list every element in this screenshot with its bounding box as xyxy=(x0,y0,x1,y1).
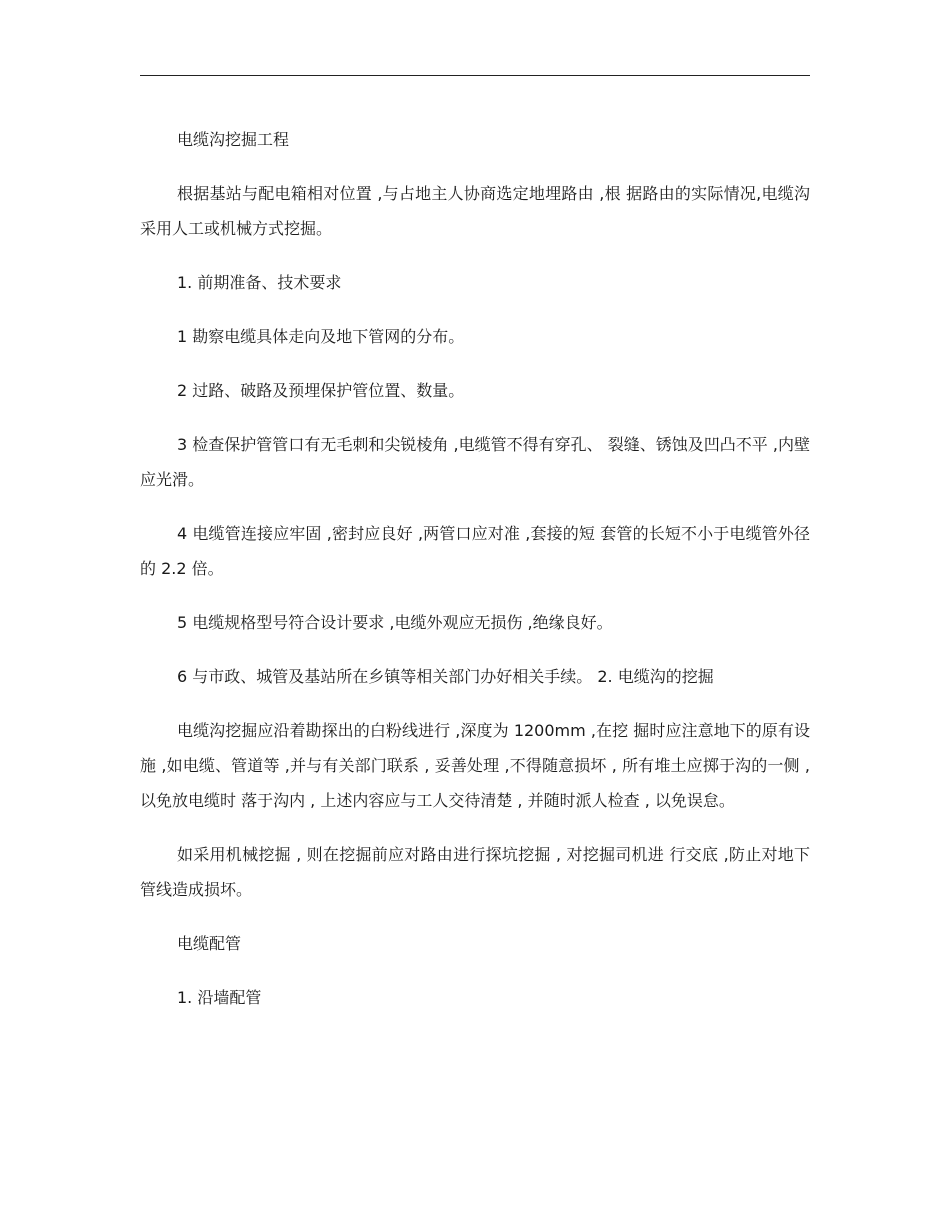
header-rule xyxy=(140,75,810,76)
list-item-4: 4 电缆管连接应牢固 ,密封应良好 ,两管口应对准 ,套接的短 套管的长短不小于电缆管外径的 2.2 倍。 xyxy=(140,524,810,578)
list-item-1: 1 勘察电缆具体走向及地下管网的分布。 xyxy=(177,327,465,346)
section-heading-cable-conduit: 电缆配管 xyxy=(177,934,242,953)
list-item-6: 6 与市政、城管及基站所在乡镇等相关部门办好相关手续。 2. 电缆沟的挖掘 xyxy=(177,667,714,686)
section-heading-cable-trench: 电缆沟挖掘工程 xyxy=(177,130,290,149)
list-item-5: 5 电缆规格型号符合设计要求 ,电缆外观应无损伤 ,绝缘良好。 xyxy=(177,613,613,632)
paragraph-machine-excavation: 如采用机械挖掘 , 则在挖掘前应对路由进行探坑挖掘 , 对挖掘司机进 行交底 ,防止对地下管线造成损坏。 xyxy=(140,845,810,899)
paragraph-excavation: 电缆沟挖掘应沿着勘探出的白粉线进行 ,深度为 1200mm ,在挖 掘时应注意地下的原有设施 ,如电缆、管道等 ,并与有关部门联系 , 妥善处理 ,不得随意损坏 , 所有堆土应掷于沟的一侧 ,以免放电缆时 落于沟内 , 上述内容应与工人交待清楚 , 并随时派人检查 , 以免误怠。 xyxy=(140,721,810,810)
paragraph-route-selection: 根据基站与配电箱相对位置 ,与占地主人协商选定地埋路由 ,根 据路由的实际情况,电缆沟采用人工或机械方式挖掘。 xyxy=(140,184,810,238)
document-body xyxy=(140,122,810,1034)
list-item-3: 3 检查保护管管口有无毛刺和尖锐棱角 ,电缆管不得有穿孔、 裂缝、锈蚀及凹凸不平 ,内壁应光滑。 xyxy=(140,435,810,489)
subheading-wall-conduit: 1. 沿墙配管 xyxy=(177,988,262,1007)
subheading-preparation: 1. 前期准备、技术要求 xyxy=(177,273,342,292)
list-item-2: 2 过路、破路及预埋保护管位置、数量。 xyxy=(177,381,465,400)
